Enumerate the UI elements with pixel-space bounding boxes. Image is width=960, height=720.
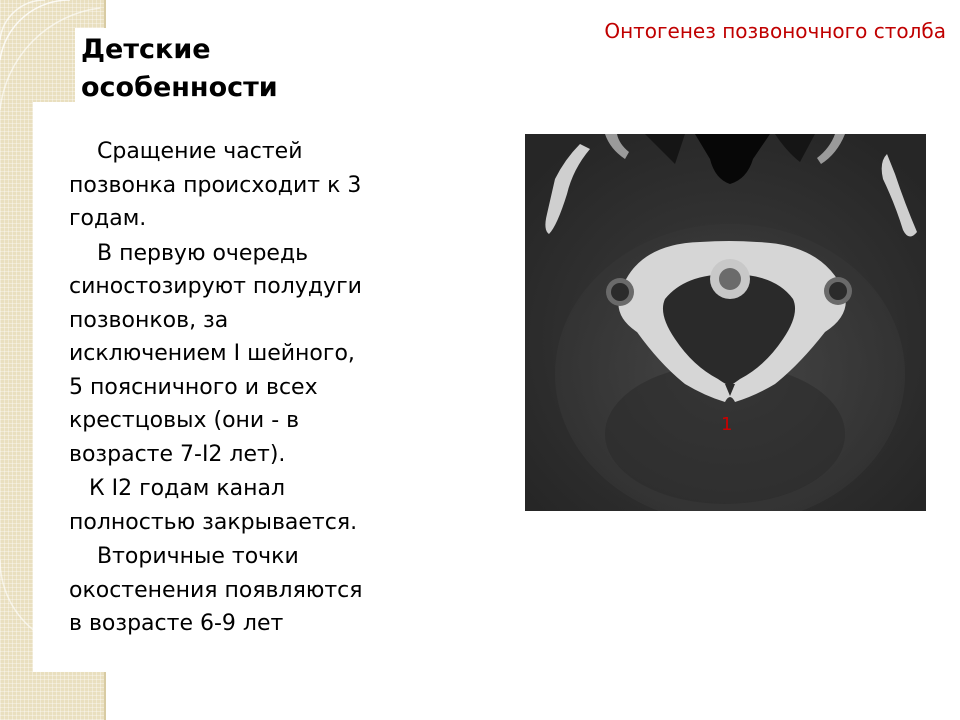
paragraph-synostosis: В первую очередь синостозируют полудуги позвонков, за исключением I шейного, 5 поясничного и всех крестцовых (они - в возрасте 7-I2 лет).	[69, 240, 362, 467]
slide-title: Детские особенности	[81, 34, 278, 103]
paragraph-canal: К I2 годам канал полностью закрывается.	[69, 476, 358, 535]
slide-subtitle: Онтогенез позвоночного столба	[604, 19, 946, 43]
body-text	[69, 135, 469, 642]
paragraph-ossification: Вторичные точки окостенения появляются в возрасте 6-9 лет	[69, 544, 363, 636]
image-label: 1	[721, 414, 733, 435]
paragraph-fusion: Сращение частей позвонка происходит к 3 годам.	[69, 139, 362, 231]
ct-scan-image	[525, 134, 926, 511]
